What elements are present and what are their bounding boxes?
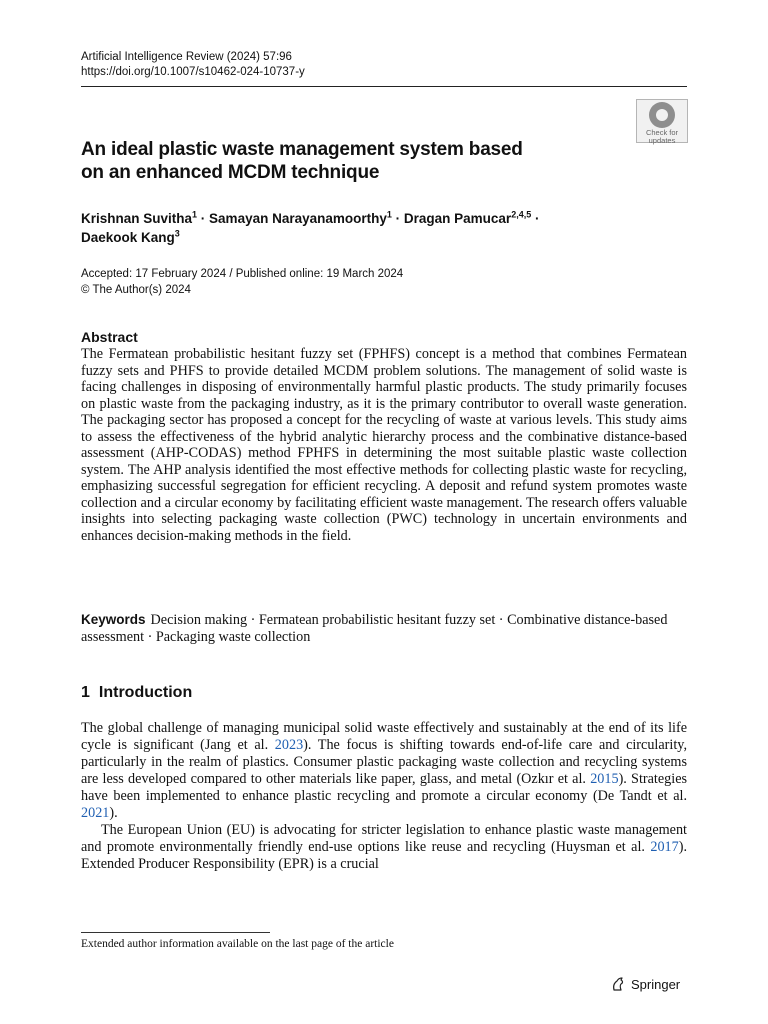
author-name[interactable]: Krishnan Suvitha [81,211,193,226]
check-for-updates-label: Check for updates [645,128,679,145]
author-separator: · [197,211,210,226]
author-name[interactable]: Dragan Pamucar [403,211,512,226]
author-name[interactable]: Daekook Kang [81,230,175,245]
abstract-text: The Fermatean probabilistic hesitant fuzzy set (FPHFS) concept is a method that combines Fermatean fuzzy sets and PHFS to provide detailed MCDM problem solutions. The management of solid waste is facing challenges in disposing of environmentally harmful plastic products. The study primarily focuses on plastic waste from the packaging industry, as it is the primary contributor to overall waste generation. The packaging sector has proposed a concept for the recycling of waste at various levels. This study aims to assess the effectiveness of the hybrid analytic hierarchy process and the combinative distance-based assessment (AHP-CODAS) method FPHFS in determining the most suitable plastic waste collection system. The AHP analysis identified the most effective methods for collecting plastic waste for recycling, emphasizing successful segregation for efficient recycling. A deposit and refund system promotes waste collection and a circular economy by facilitating efficient waste management. The research offers valuable insights into selecting packaging waste collection (PWC) technology in uncertain environments and enhances decision-making methods in the field. [81,346,687,545]
introduction-body [81,720,687,873]
section-title: Introduction [98,684,193,701]
citation-link[interactable]: 2017 [650,839,679,855]
check-for-updates-icon [649,102,675,128]
header-rule [81,86,687,87]
publisher-name: Springer [631,976,681,992]
author-separator: · [531,211,540,226]
author-separator: · [391,211,404,226]
paragraph: The European Union (EU) is advocating for stricter legislation to enhance plastic waste management and promote environmentally friendly end-use options like reuse and recycling (Huysman et al. 2017). Extended Producer Responsibility (EPR) is a crucial [81,822,687,872]
article-title [81,138,621,184]
journal-citation: Artificial Intelligence Review (2024) 57:96 [81,51,292,63]
publication-dates [81,267,403,298]
doi-link[interactable]: https://doi.org/10.1007/s10462-024-10737-y [81,66,305,78]
journal-header [81,50,305,80]
author-affiliation: 1 [192,209,198,220]
keywords-section [81,611,687,646]
author-list [81,209,641,247]
citation-link[interactable]: 2021 [81,805,110,821]
footnote-rule [81,932,270,933]
section-number: 1 [81,684,90,701]
footnote: Extended author information available on the last page of the article [81,938,394,950]
author-name[interactable]: Samayan Narayanamoorthy [209,211,387,226]
title-line-1: An ideal plastic waste management system based [81,139,523,160]
citation-link[interactable]: 2023 [274,737,304,753]
citation-link[interactable]: 2015 [590,771,619,787]
abstract-section [81,329,687,545]
abstract-heading: Abstract [81,329,138,345]
keywords-label: Keywords [81,612,146,627]
keywords-text: Decision making · Fermatean probabilistic hesitant fuzzy set · Combinative distance-based assessment · Packaging waste collection [81,612,668,645]
introduction-heading [81,683,192,703]
paragraph: The global challenge of managing municipal solid waste effectively and sustainably at the end of its life cycle is significant (Jang et al. 2023). The focus is shifting towards end-of-life care and circularity, particularly in the realm of plastics. Consumer plastic packaging waste collection and recycling systems are less developed compared to other materials like paper, glass, and metal (Ozkır et al. 2015). Strategies have been implemented to enhance plastic recycling and promote a circular economy (De Tandt et al. 2021). [81,720,688,821]
author-affiliation: 3 [174,228,180,239]
copyright-line: © The Author(s) 2024 [81,283,191,296]
check-for-updates-button[interactable] [636,99,688,143]
springer-horse-icon [610,976,626,992]
title-line-2: on an enhanced MCDM technique [81,162,380,183]
author-affiliation: 1 [386,209,392,220]
author-affiliation: 2,4,5 [511,209,532,220]
publisher-logo [610,975,680,993]
accepted-published-line: Accepted: 17 February 2024 / Published online: 19 March 2024 [81,268,404,280]
